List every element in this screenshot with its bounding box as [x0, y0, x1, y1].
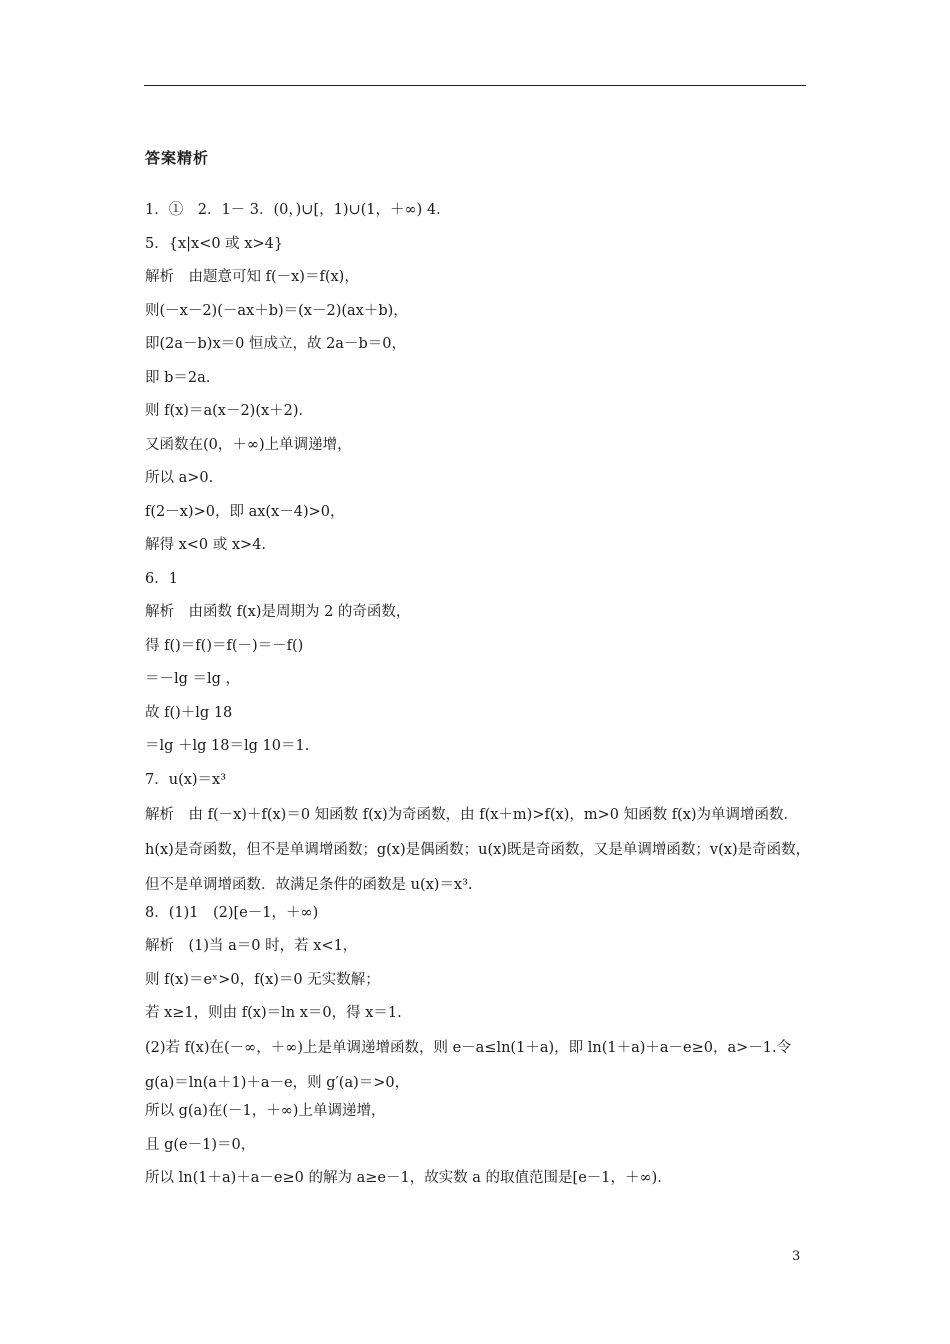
answer-line: 1．① 2．1－ 3．(0，)∪[，1)∪(1，＋∞) 4．: [145, 202, 451, 218]
answer-line: ＝－lg ＝lg ，: [145, 671, 241, 687]
answer-paragraph: (2)若 f(x)在(－∞，＋∞)上是单调递增函数，则 e－a≤ln(1＋a)，即 ln(1＋a)＋a－e≥0，a>－1.令 g(a)＝ln(a＋1)＋a－e，则 g′(a)＝>0，: [145, 1040, 792, 1091]
page-number: 3: [792, 1249, 801, 1264]
answer-line: 即 b＝2a.: [145, 369, 211, 386]
answer-line: 则 f(x)＝a(x－2)(x＋2)．: [145, 403, 314, 419]
answer-line: 所以 a>0.: [145, 470, 214, 486]
answer-line: 则(－x－2)(－ax＋b)＝(x－2)(ax＋b)，: [145, 302, 408, 319]
section-heading: 答案精析: [145, 149, 210, 167]
answer-line: 则 f(x)＝eˣ>0，f(x)＝0 无实数解；: [145, 971, 380, 988]
answer-line: 所以 g(a)在(－1，＋∞)上单调递增，: [145, 1103, 386, 1119]
answer-line: 5．{x|x<0 或 x>4}: [145, 235, 284, 252]
answer-paragraph: 解析 由 f(－x)＋f(x)＝0 知函数 f(x)为奇函数，由 f(x＋m)>f(x)，m>0 知函数 f(x)为单调增函数．h(x)是奇函数，但不是单调增函数；g(x)是偶函数；u(x)既是奇函数，又是单调增函数；v(x)是奇函数，但不是单调增函数．故满足条件的函数是 u(x)＝x³.: [145, 806, 811, 893]
answer-line: ＝lg ＋lg 18＝lg 10＝1.: [145, 738, 310, 754]
answer-line: 解析 由题意可知 f(－x)＝f(x)，: [145, 269, 359, 285]
answer-line: 故 f()＋lg 18: [145, 704, 233, 721]
answer-line: 即(2a－b)x＝0 恒成立，故 2a－b＝0，: [145, 336, 406, 352]
answer-line: 解析 由函数 f(x)是周期为 2 的奇函数，: [145, 604, 411, 620]
answer-line: 7．u(x)＝x³: [145, 771, 227, 788]
answer-line: 8．(1)1 (2)[e－1，＋∞): [145, 904, 319, 921]
header-rule: [144, 85, 806, 86]
answer-content: [145, 200, 813, 1188]
answer-line: f(2－x)>0，即 ax(x－4)>0，: [145, 503, 345, 520]
answer-line: 且 g(e－1)＝0，: [145, 1136, 256, 1153]
answer-line: 解析 (1)当 a＝0 时，若 x<1，: [145, 938, 358, 954]
answer-line: 得 f()＝f()＝f(－)＝－f(): [145, 637, 304, 654]
answer-line: 解得 x<0 或 x>4.: [145, 537, 267, 553]
answer-line: 所以 ln(1＋a)＋a－e≥0 的解为 a≥e－1，故实数 a 的取值范围是[e－1，＋∞)．: [145, 1170, 672, 1186]
answer-line: 6．1: [145, 570, 178, 587]
answer-line: 若 x≥1，则由 f(x)＝ln x＝0，得 x＝1.: [145, 1005, 402, 1021]
answer-line: 又函数在(0，＋∞)上单调递增，: [145, 436, 352, 453]
